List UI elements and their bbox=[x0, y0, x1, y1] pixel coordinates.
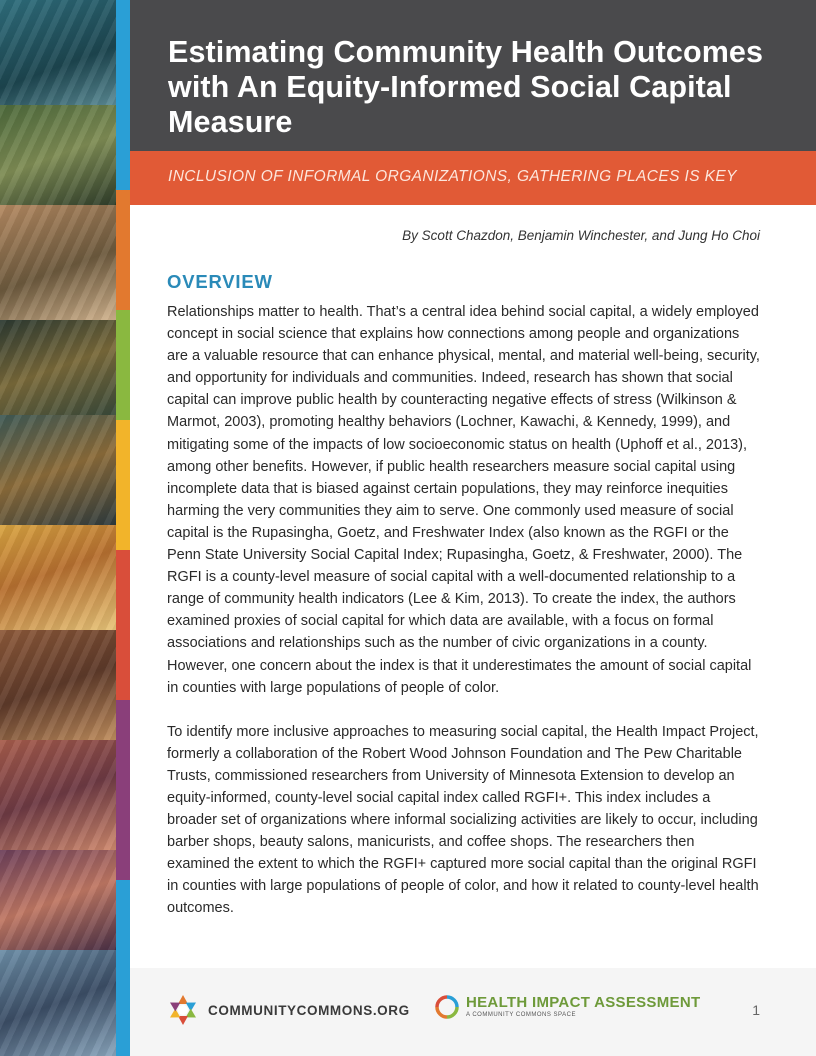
photo-manicure bbox=[0, 415, 116, 525]
photo-dinner bbox=[0, 850, 116, 950]
photo-friends bbox=[0, 630, 116, 740]
photo-gathering bbox=[0, 320, 116, 415]
photo-portrait bbox=[0, 950, 116, 1056]
community-commons-logo-text: COMMUNITYCOMMONS.ORG bbox=[208, 1002, 410, 1018]
health-impact-assessment-logo-subtext: A COMMUNITY COMMONS SPACE bbox=[466, 1012, 576, 1018]
subtitle-bar bbox=[130, 151, 816, 205]
footer bbox=[130, 968, 816, 1056]
health-impact-assessment-logo-icon bbox=[434, 994, 460, 1020]
page-number: 1 bbox=[752, 1002, 760, 1018]
health-impact-assessment-logo[interactable] bbox=[434, 994, 700, 1020]
photo-market bbox=[0, 105, 116, 205]
title-block bbox=[130, 0, 816, 151]
overview-paragraph-1: Relationships matter to health. That’s a central idea behind social capital, a widely employed concept in social science that explains how connections among people and organizations are a valuable resource that can enhance physical, mental, and material well-being, security, and opportunity for individuals and communities. Indeed, research has shown that social capital can improve public health by counteracting negative effects of stress (Wilkinson & Marmot, 2003), promoting healthy behaviors (Lochner, Kawachi, & Kennedy, 1999), and mitigating some of the impacts of low socioeconomic status on health (Uphoff et al., 2013), among other benefits. However, if public health researchers measure social capital using incomplete data that is biased against certain populations, they may reinforce inequities harming the very communities they aim to serve. One commonly used measure of social capital is the Rupasingha, Goetz, and Freshwater Index (also known as the RGFI or the Penn State University Social Capital Index; Rupasingha, Goetz, & Freshwater, 2000). The RGFI is a county-level measure of social capital with a well-documented relationship to a range of community health indicators (Lee & Kim, 2013). To create the index, the authors examined proxies of social capital for which data are available, with a focus on formal associations and relationships such as the number of civic organizations in a county. However, one concern about the index is that it underestimates the amount of social capital in counties with large populations of people of color. bbox=[167, 304, 760, 696]
health-impact-assessment-logo-text: HEALTH IMPACT ASSESSMENT bbox=[466, 994, 701, 1011]
color-band bbox=[116, 0, 130, 1056]
author-byline: By Scott Chazdon, Benjamin Winchester, and Jung Ho Choi bbox=[402, 228, 760, 243]
overview-heading: OVERVIEW bbox=[167, 271, 273, 292]
overview-body bbox=[167, 301, 760, 920]
page-subtitle: INCLUSION OF INFORMAL ORGANIZATIONS, GATHERING PLACES IS KEY bbox=[168, 168, 737, 185]
community-commons-logo[interactable] bbox=[166, 993, 410, 1027]
page-title: Estimating Community Health Outcomes with An Equity-Informed Social Capital Measure bbox=[168, 35, 764, 139]
photo-coffee-shop bbox=[0, 740, 116, 850]
photo-family bbox=[0, 205, 116, 320]
community-commons-logo-icon bbox=[166, 993, 200, 1027]
overview-paragraph-2: To identify more inclusive approaches to measuring social capital, the Health Impact Project, formerly a collaboration of the Robert Wood Johnson Foundation and The Pew Charitable Trusts, commissioned researchers from University of Minnesota Extension to develop an equity-informed, county-level social capital index called RGFI+. This index includes a broader set of organizations where informal socializing activities are likely to occur, including barber shops, beauty salons, manicurists, and coffee shops. The researchers then examined the extent to which the RGFI+ captured more social capital than the original RGFI in counties with large populations of people of color, and how it related to county-level health outcomes. bbox=[167, 723, 759, 917]
photo-barber bbox=[0, 0, 116, 105]
photo-cafe bbox=[0, 525, 116, 630]
photo-collage-strip bbox=[0, 0, 116, 1056]
